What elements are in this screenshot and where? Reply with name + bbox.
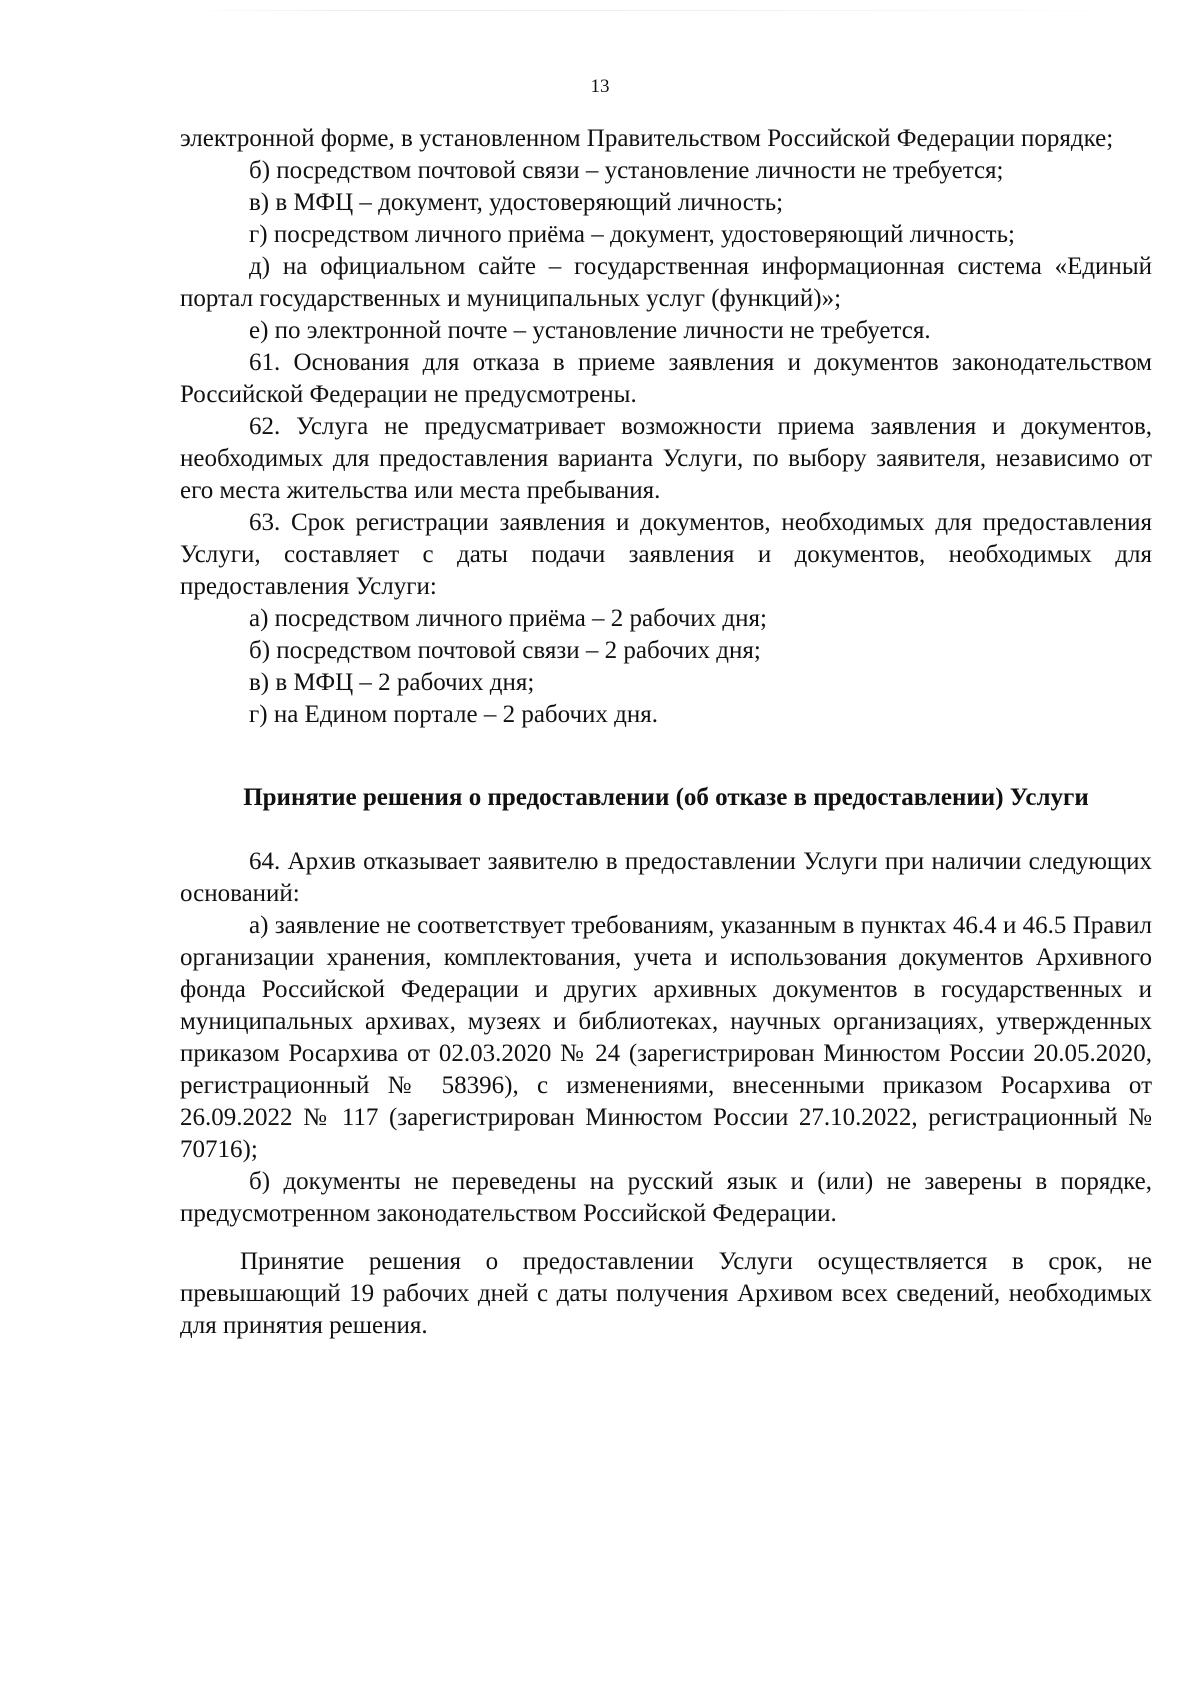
list-item-e-email: е) по электронной почте – установление личности не требуется. <box>249 317 931 344</box>
list-item-b-postal-term: б) посредством почтовой связи – 2 рабочих дня; <box>249 637 761 664</box>
list-item-g-portal-term: г) на Едином портале – 2 рабочих дня. <box>249 701 659 728</box>
list-item-a-requirements: а) заявление не соответствует требованиям, указанным в пунктах 46.4 и 46.5 Правил организации хранения, комплектования, учета и использования документов Архивного фонда Российской Федерации и других архивных документов в государственных и муниципальных архивах, музеях и библиотеках, научных организациях, утвержденных приказом Росархива от 02.03.2020 № 24 (зарегистрирован Минюстом России 20.05.2020, регистрационный № 58396), с изменениями, внесенными приказом Росархива от 26.09.2022 № 117 (зарегистрирован Минюстом России 27.10.2022, регистрационный № 70716); <box>180 912 1152 1163</box>
scan-edge-line <box>180 10 1160 11</box>
spacer <box>180 814 1152 846</box>
decision-term-paragraph: Принятие решения о предоставлении Услуги осуществляется в срок, не превышающий 19 рабочих дней с даты получения Архивом всех сведений, необходимых для принятия решения. <box>180 1248 1152 1339</box>
spacer <box>180 1230 1152 1246</box>
list-item-d-website: д) на официальном сайте – государственная информационная система «Единый портал государственных и муниципальных услуг (функций)»; <box>180 253 1152 312</box>
document-body <box>180 123 1152 1342</box>
clause-61: 61. Основания для отказа в приеме заявления и документов законодательством Российской Федерации не предусмотрены. <box>180 349 1152 408</box>
list-item-v-mfc: в) в МФЦ – документ, удостоверяющий личность; <box>249 189 784 216</box>
clause-63: 63. Срок регистрации заявления и документов, необходимых для предоставления Услуги, составляет с даты подачи заявления и документов, необходимых для предоставления Услуги: <box>180 509 1152 600</box>
page-number: 13 <box>590 76 610 97</box>
list-item-g-personal: г) посредством личного приёма – документ, удостоверяющий личность; <box>249 221 1015 248</box>
clause-64: 64. Архив отказывает заявителю в предоставлении Услуги при наличии следующих оснований: <box>180 848 1152 907</box>
section-heading: Принятие решения о предоставлении (об отказе в предоставлении) Услуги <box>243 784 1089 811</box>
clause-62: 62. Услуга не предусматривает возможности приема заявления и документов, необходимых для предоставления варианта Услуги, по выбору заявителя, независимо от его места жительства или места пребывания. <box>180 413 1152 504</box>
list-item-a-personal-term: а) посредством личного приёма – 2 рабочих дня; <box>249 605 767 632</box>
list-item-b-postal: б) посредством почтовой связи – установление личности не требуется; <box>249 157 1004 184</box>
paragraph-continuation: электронной форме, в установленном Правительством Российской Федерации порядке; <box>180 125 1114 152</box>
list-item-b-translation: б) документы не переведены на русский язык и (или) не заверены в порядке, предусмотренном законодательством Российской Федерации. <box>180 1168 1152 1227</box>
list-item-v-mfc-term: в) в МФЦ – 2 рабочих дня; <box>249 669 535 696</box>
